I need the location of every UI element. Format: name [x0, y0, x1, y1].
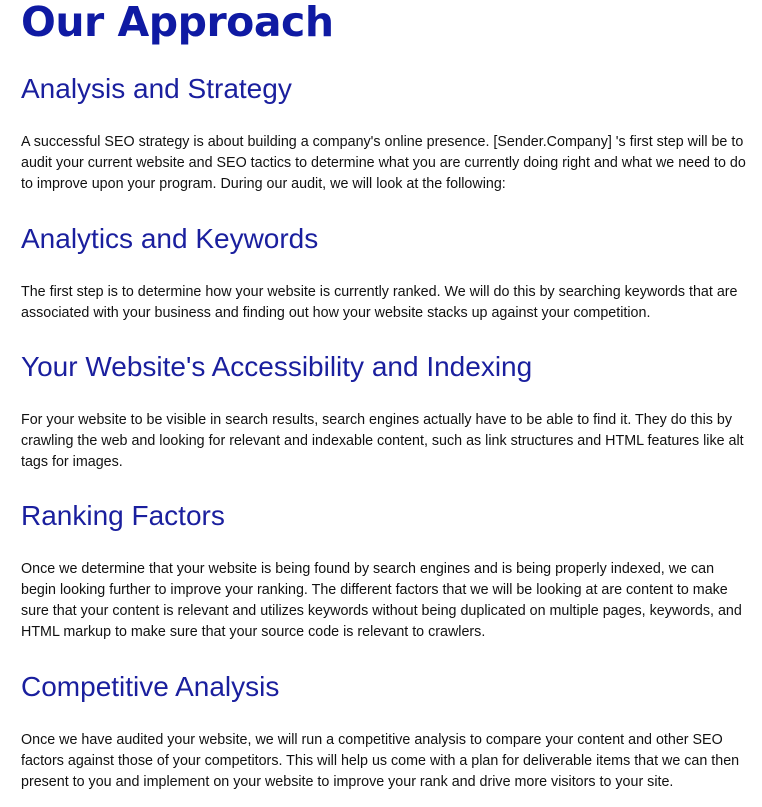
- section-heading-competitive-analysis: Competitive Analysis: [21, 671, 280, 702]
- section-body-competitive-analysis: Once we have audited your website, we will run a competitive analysis to compare your content and other SEO factors against those of your competitors. This will help us come with a plan for deliverable items that we can then present to you and implement on your website to improve your rank and drive more visitors to your site.: [21, 732, 740, 790]
- document-page: [21, 0, 749, 790]
- section-heading-accessibility-indexing: Your Website's Accessibility and Indexing: [21, 351, 533, 382]
- section-body-ranking-factors: Once we determine that your website is being found by search engines and is being properly indexed, we can begin looking further to improve your ranking. The different factors that we will be looking at are content to make sure that your content is relevant and utilizes keywords without being duplicated on multiple pages, keywords, and HTML markup to make sure that your source code is relevant to crawlers.: [21, 561, 742, 640]
- section-heading-analysis-strategy: Analysis and Strategy: [21, 73, 292, 104]
- section-heading-analytics-keywords: Analytics and Keywords: [21, 223, 319, 254]
- section-heading-ranking-factors: Ranking Factors: [21, 500, 225, 531]
- page-title: Our Approach: [21, 0, 334, 46]
- section-body-accessibility-indexing: For your website to be visible in search results, search engines actually have to be able to find it. They do this by crawling the web and looking for relevant and indexable content, such as link structures and HTML features like alt tags for images.: [21, 412, 744, 470]
- section-body-analytics-keywords: The first step is to determine how your website is currently ranked. We will do this by searching keywords that are associated with your business and finding out how your website stacks up against your competition.: [21, 284, 738, 321]
- section-body-analysis-strategy: A successful SEO strategy is about building a company's online presence. [Sender.Company] 's first step will be to audit your current website and SEO tactics to determine what you are currently doing right and what we need to do to improve upon your program. During our audit, we will look at the following:: [21, 134, 746, 192]
